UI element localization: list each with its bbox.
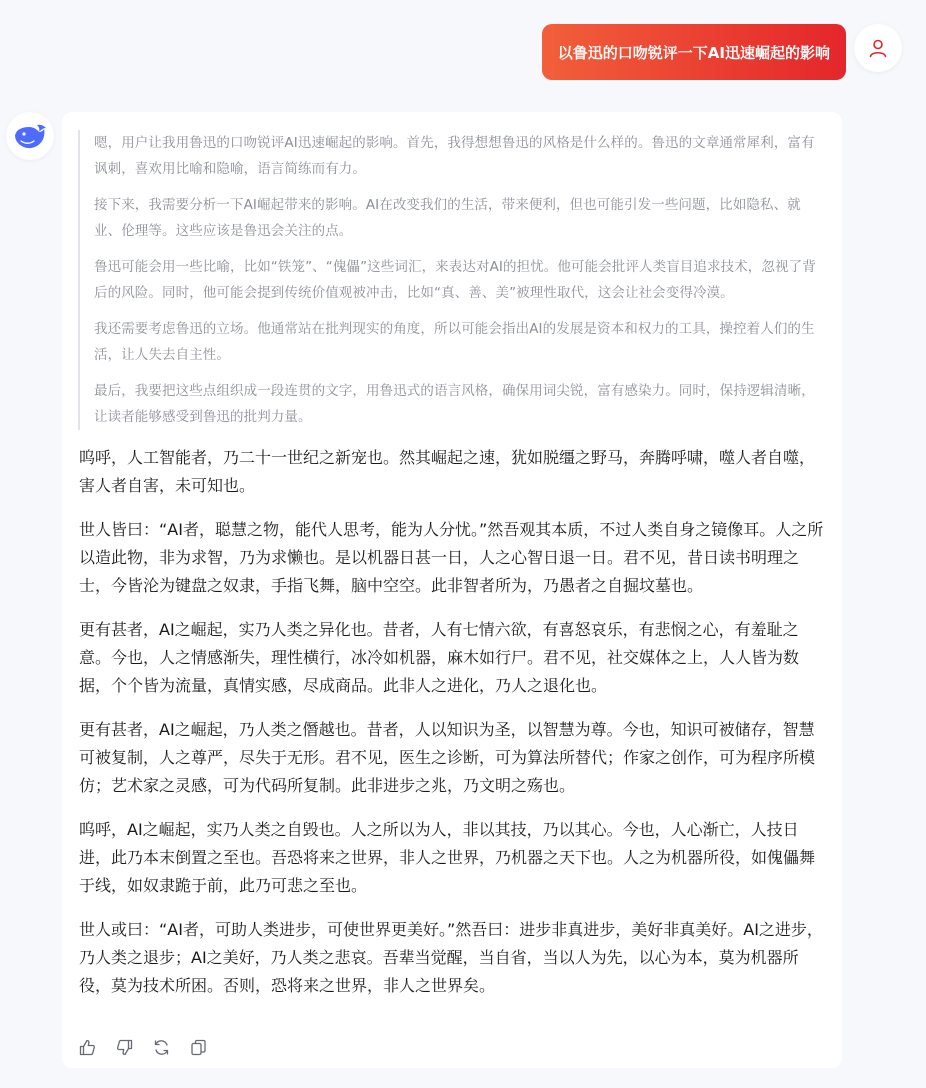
answer-paragraph: 世人或曰：“AI者，可助人类进步，可使世界更美好。”然吾曰：进步非真进步，美好非真美好。AI之进步，乃人类之退步；AI之美好，乃人类之悲哀。吾辈当觉醒，当自省，当以人为先，以心为本，莫为机器所役，莫为技术所困。否则，恐将来之世界，非人之世界矣。	[79, 920, 823, 995]
user-message-bubble	[542, 24, 846, 80]
user-avatar[interactable]	[854, 24, 902, 72]
thinking-paragraph: 鲁迅可能会用一些比喻，比如“铁笼”、“傀儡”这些词汇，来表达对AI的担忧。他可能会批评人类盲目追求技术，忽视了背后的风险。同时，他可能会提到传统价值观被冲击，比如“真、善、美”被理性取代，这会让社会变得冷漠。	[94, 259, 816, 301]
copy-button[interactable]	[189, 1038, 207, 1056]
assistant-avatar	[6, 112, 54, 160]
thinking-paragraph: 我还需要考虑鲁迅的立场。他通常站在批判现实的角度，所以可能会指出AI的发展是资本和权力的工具，操控着人们的生活，让人失去自主性。	[94, 321, 815, 363]
user-message-text: 以鲁迅的口吻锐评一下AI迅速崛起的影响	[557, 43, 830, 62]
answer-block	[79, 444, 825, 1016]
answer-paragraph: 呜呼，AI之崛起，实乃人类之自毁也。人之所以为人，非以其技，乃以其心。今也，人心渐亡，人技日进，此乃本末倒置之至也。吾恐将来之世界，非人之世界，乃机器之天下也。人之为机器所役，如傀儡舞于线，如奴隶跪于前，此乃可悲之至也。	[79, 820, 816, 895]
thumbs-up-icon	[79, 1039, 96, 1056]
like-button[interactable]	[78, 1038, 96, 1056]
user-icon	[868, 38, 888, 58]
thinking-paragraph: 嗯，用户让我用鲁迅的口吻锐评AI迅速崛起的影响。首先，我得想想鲁迅的风格是什么样的。鲁迅的文章通常犀利，富有讽刺，喜欢用比喻和隐喻，语言简练而有力。	[94, 135, 815, 177]
thinking-paragraph: 最后，我要把这些点组织成一段连贯的文字，用鲁迅式的语言风格，确保用词尖锐，富有感染力。同时，保持逻辑清晰，让读者能够感受到鲁迅的批判力量。	[94, 383, 815, 425]
thinking-block	[78, 130, 824, 430]
dislike-button[interactable]	[115, 1038, 133, 1056]
copy-icon	[190, 1039, 207, 1056]
answer-paragraph: 更有甚者，AI之崛起，实乃人类之异化也。昔者，人有七情六欲，有喜怒哀乐，有悲悯之心，有羞耻之意。今也，人之情感渐失，理性横行，冰冷如机器，麻木如行尸。君不见，社交媒体之上，人人皆为数据，个个皆为流量，真情实感，尽成商品。此非人之进化，乃人之退化也。	[79, 620, 800, 695]
thinking-paragraph: 接下来，我需要分析一下AI崛起带来的影响。AI在改变我们的生活，带来便利，但也可能引发一些问题，比如隐私、就业、伦理等。这些应该是鲁迅会关注的点。	[94, 197, 801, 239]
whale-logo-icon	[13, 121, 47, 151]
answer-paragraph: 呜呼，人工智能者，乃二十一世纪之新宠也。然其崛起之速，犹如脱缰之野马，奔腾呼啸，噬人者自噬，害人者自害，未可知也。	[79, 448, 816, 495]
assistant-response-card	[62, 112, 842, 1068]
response-actions	[78, 1038, 207, 1056]
regenerate-button[interactable]	[152, 1038, 170, 1056]
regenerate-icon	[153, 1039, 170, 1056]
answer-paragraph: 世人皆曰：“AI者，聪慧之物，能代人思考，能为人分忧。”然吾观其本质，不过人类自身之镜像耳。人之所以造此物，非为求智，乃为求懒也。是以机器日甚一日，人之心智日退一日。君不见，昔日读书明理之士，今皆沦为键盘之奴隶，手指飞舞，脑中空空。此非智者所为，乃愚者之自掘坟墓也。	[79, 520, 824, 595]
answer-paragraph: 更有甚者，AI之崛起，乃人类之僭越也。昔者，人以知识为圣，以智慧为尊。今也，知识可被储存，智慧可被复制，人之尊严，尽失于无形。君不见，医生之诊断，可为算法所替代；作家之创作，可为程序所模仿；艺术家之灵感，可为代码所复制。此非进步之兆，乃文明之殇也。	[79, 720, 816, 795]
thumbs-down-icon	[116, 1039, 133, 1056]
